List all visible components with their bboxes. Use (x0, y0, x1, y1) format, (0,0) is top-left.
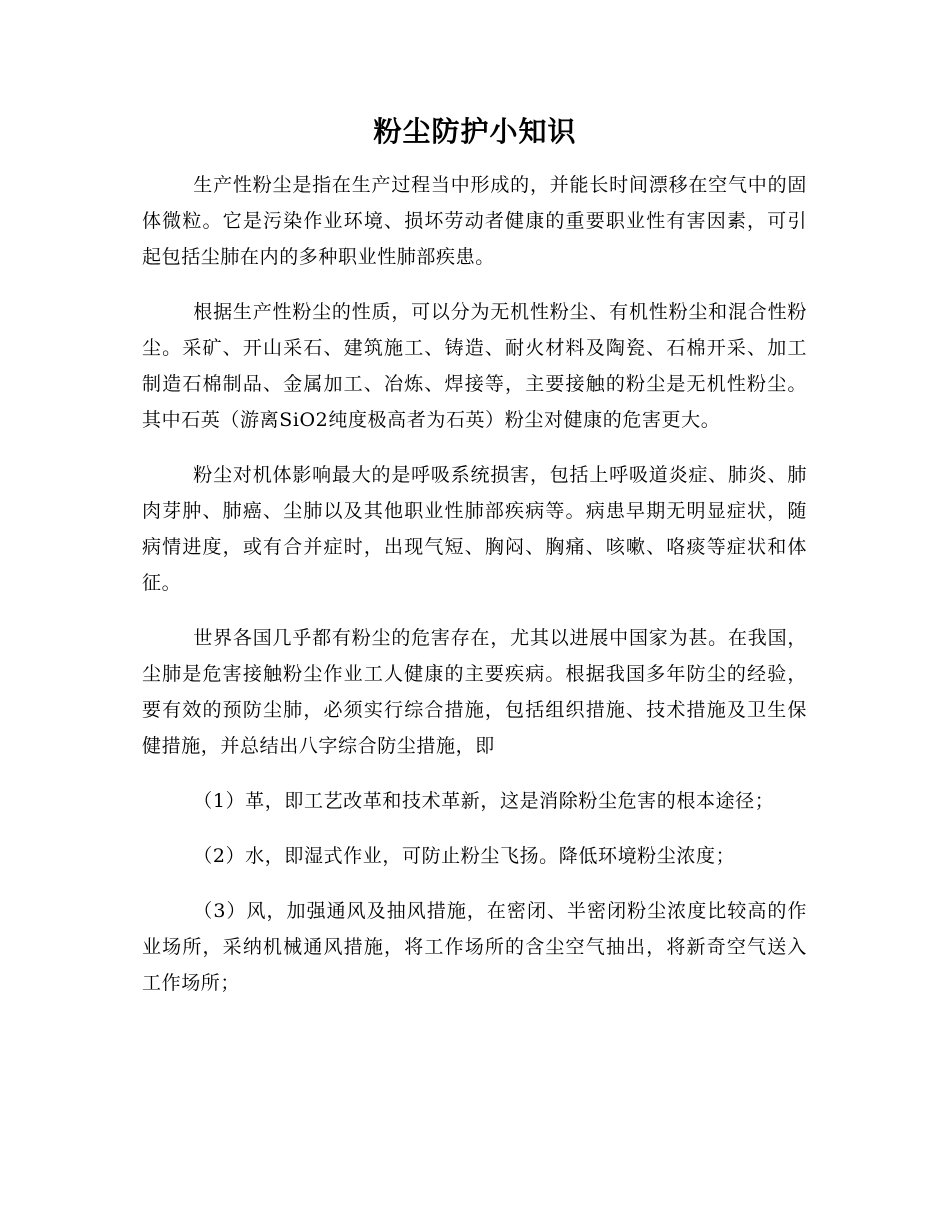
paragraph-health-effects: 粉尘对机体影响最大的是呼吸系统损害，包括上呼吸道炎症、肺炎、肺肉芽肿、肺癌、尘肺以及其他职业性肺部疾病等。病患早期无明显症状，随病情进度，或有合并症时，出现气短、胸闷、胸痛、咳嗽、咯痰等症状和体征。 (142, 464, 807, 594)
paragraph-measure-1: （1）革，即工艺改革和技术革新，这是消除粉尘危害的根本途径； (193, 790, 775, 812)
paragraph-dust-types: 根据生产性粉尘的性质，可以分为无机性粉尘、有机性粉尘和混合性粉尘。采矿、开山采石、建筑施工、铸造、耐火材料及陶瓷、石棉开采、加工制造石棉制品、金属加工、冶炼、焊接等，主要接触的粉尘是无机性粉尘。其中石英（游离SiO2纯度极高者为石英）粉尘对健康的危害更大。 (142, 301, 807, 431)
paragraph-intro: 生产性粉尘是指在生产过程当中形成的，并能长时间漂移在空气中的固体微粒。它是污染作业环境、损坏劳动者健康的重要职业性有害因素，可引起包括尘肺在内的多种职业性肺部疾患。 (142, 174, 807, 268)
document-body (142, 167, 807, 1020)
document-title: 粉尘防护小知识 (373, 115, 577, 148)
paragraph-measure-3: （3）风，加强通风及抽风措施，在密闭、半密闭粉尘浓度比较高的作业场所，采纳机械通风措施，将工作场所的含尘空气抽出，将新奇空气送入工作场所； (142, 900, 807, 994)
paragraph-measure-2: （2）水，即湿式作业，可防止粉尘飞扬。降低环境粉尘浓度； (193, 845, 736, 867)
paragraph-prevention: 世界各国几乎都有粉尘的危害存在，尤其以进展中国家为甚。在我国，尘肺是危害接触粉尘作业工人健康的主要疾病。根据我国多年防尘的经验，要有效的预防尘肺，必须实行综合措施，包括组织措施、技术措施及卫生保健措施，并总结出八字综合防尘措施，即 (142, 627, 807, 757)
